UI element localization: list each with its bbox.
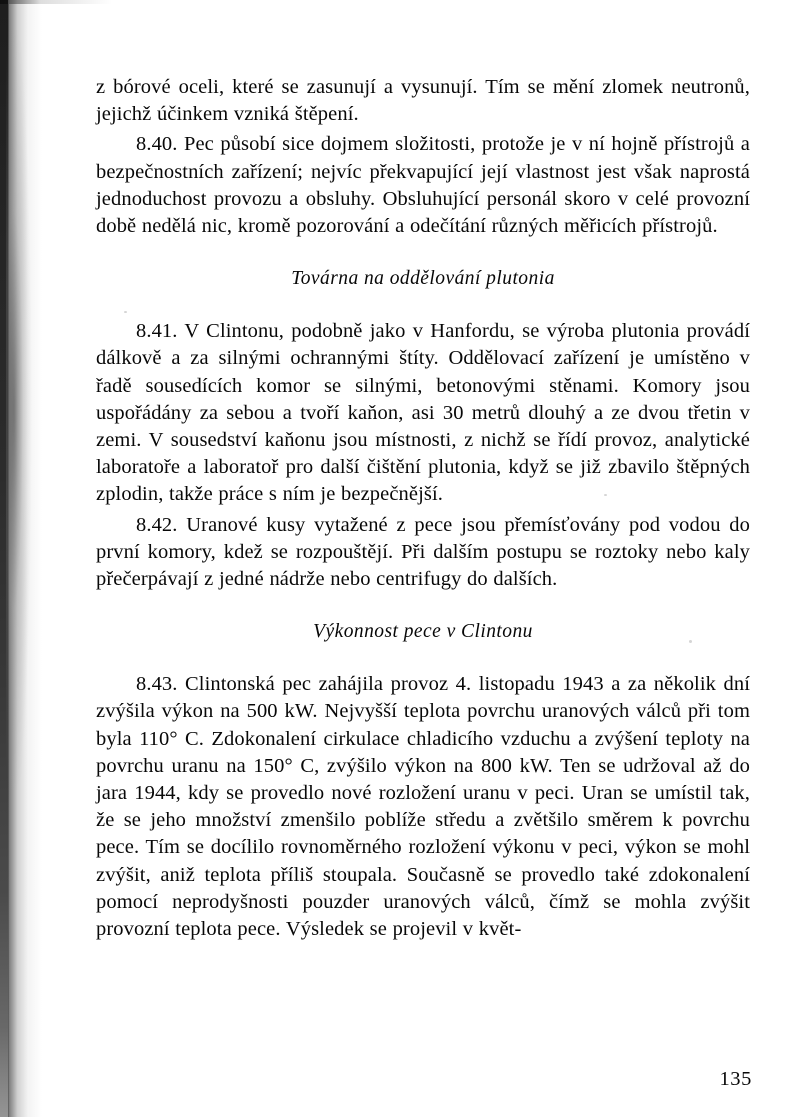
- heading-spacer-bottom: [96, 645, 750, 671]
- paragraph-continuation: z bórové oceli, které se zasunují a vysunují. Tím se mění zlomek neutronů, jejichž účinkem vzniká štěpení.: [96, 76, 750, 126]
- paragraph-8-40: 8.40. Pec působí sice dojmem složitosti, protože je v ní hojně přístrojů a bezpečnostních zařízení; nejvíc překvapující její vlastnost jest však naprostá jednoduchost provozu a obsluhy. Obsluhující personál skoro v celé provozní době nedělá nic, kromě pozorování a odečítání různých měřicích přístrojů.: [96, 133, 750, 238]
- heading-spacer-top: [96, 240, 750, 266]
- page-number: 135: [719, 1068, 752, 1090]
- section-heading-plutonium-plant: Továrna na oddělování plutonia: [291, 268, 555, 290]
- scan-gutter-shadow: [6, 30, 32, 790]
- heading-spacer-top: [96, 593, 750, 619]
- heading-spacer-bottom: [96, 292, 750, 318]
- section-heading-furnace-performance: Výkonnost pece v Clintonu: [313, 621, 533, 643]
- paragraph-8-43: 8.43. Clintonská pec zahájila provoz 4. listopadu 1943 a za několik dní zvýšila výkon na 500 kW. Nejvyšší teplota povrchu uranových válců při tom byla 110° C. Zdokonalení cirkulace chladicího vzduchu a zvýšení teploty na povrchu uranu na 150° C, zvýšilo výkon na 800 kW. Ten se udržoval až do jara 1944, kdy se provedlo nové rozložení uranu v peci. Uran se umístil tak, že se jeho množství zmenšilo poblíže středu a zvětšilo směrem k povrchu pece. Tím se docílilo rovnoměrného rozložení výkonu v peci, výkon se mohl zvýšit, aniž teplota příliš stoupala. Současně se provedlo také zdokonalení pomocí neprodyšnosti pouzder uranových válců, čímž se mohla zvýšit provozní teplota pece. Výsledek se projevil v květ-: [96, 673, 750, 941]
- paragraph-8-41: 8.41. V Clintonu, podobně jako v Hanfordu, se výroba plutonia provádí dálkově a za silnými ochrannými štíty. Oddělovací zařízení je umístěno v řadě sousedících komor se silnými, betonovými stěnami. Komory jsou uspořádány za sebou a tvoří kaňon, asi 30 metrů dlouhý a ze dvou třetin v zemi. V sousedství kaňonu jsou místnosti, z nichž se řídí provoz, analytické laboratoře a laboratoř pro další čištění plutonia, když se již zbavilo štěpných zplodin, takže práce s ním je bezpečnější.: [96, 320, 750, 506]
- scan-top-edge-artifact: [0, 0, 800, 4]
- paragraph-8-42: 8.42. Uranové kusy vytažené z pece jsou přemísťovány pod vodou do první komory, kdež se rozpouštějí. Při dalším postupu se roztoky nebo kaly přečerpávají z jedné nádrže nebo centrifugy do dalších.: [96, 513, 750, 591]
- text-column: [96, 74, 750, 943]
